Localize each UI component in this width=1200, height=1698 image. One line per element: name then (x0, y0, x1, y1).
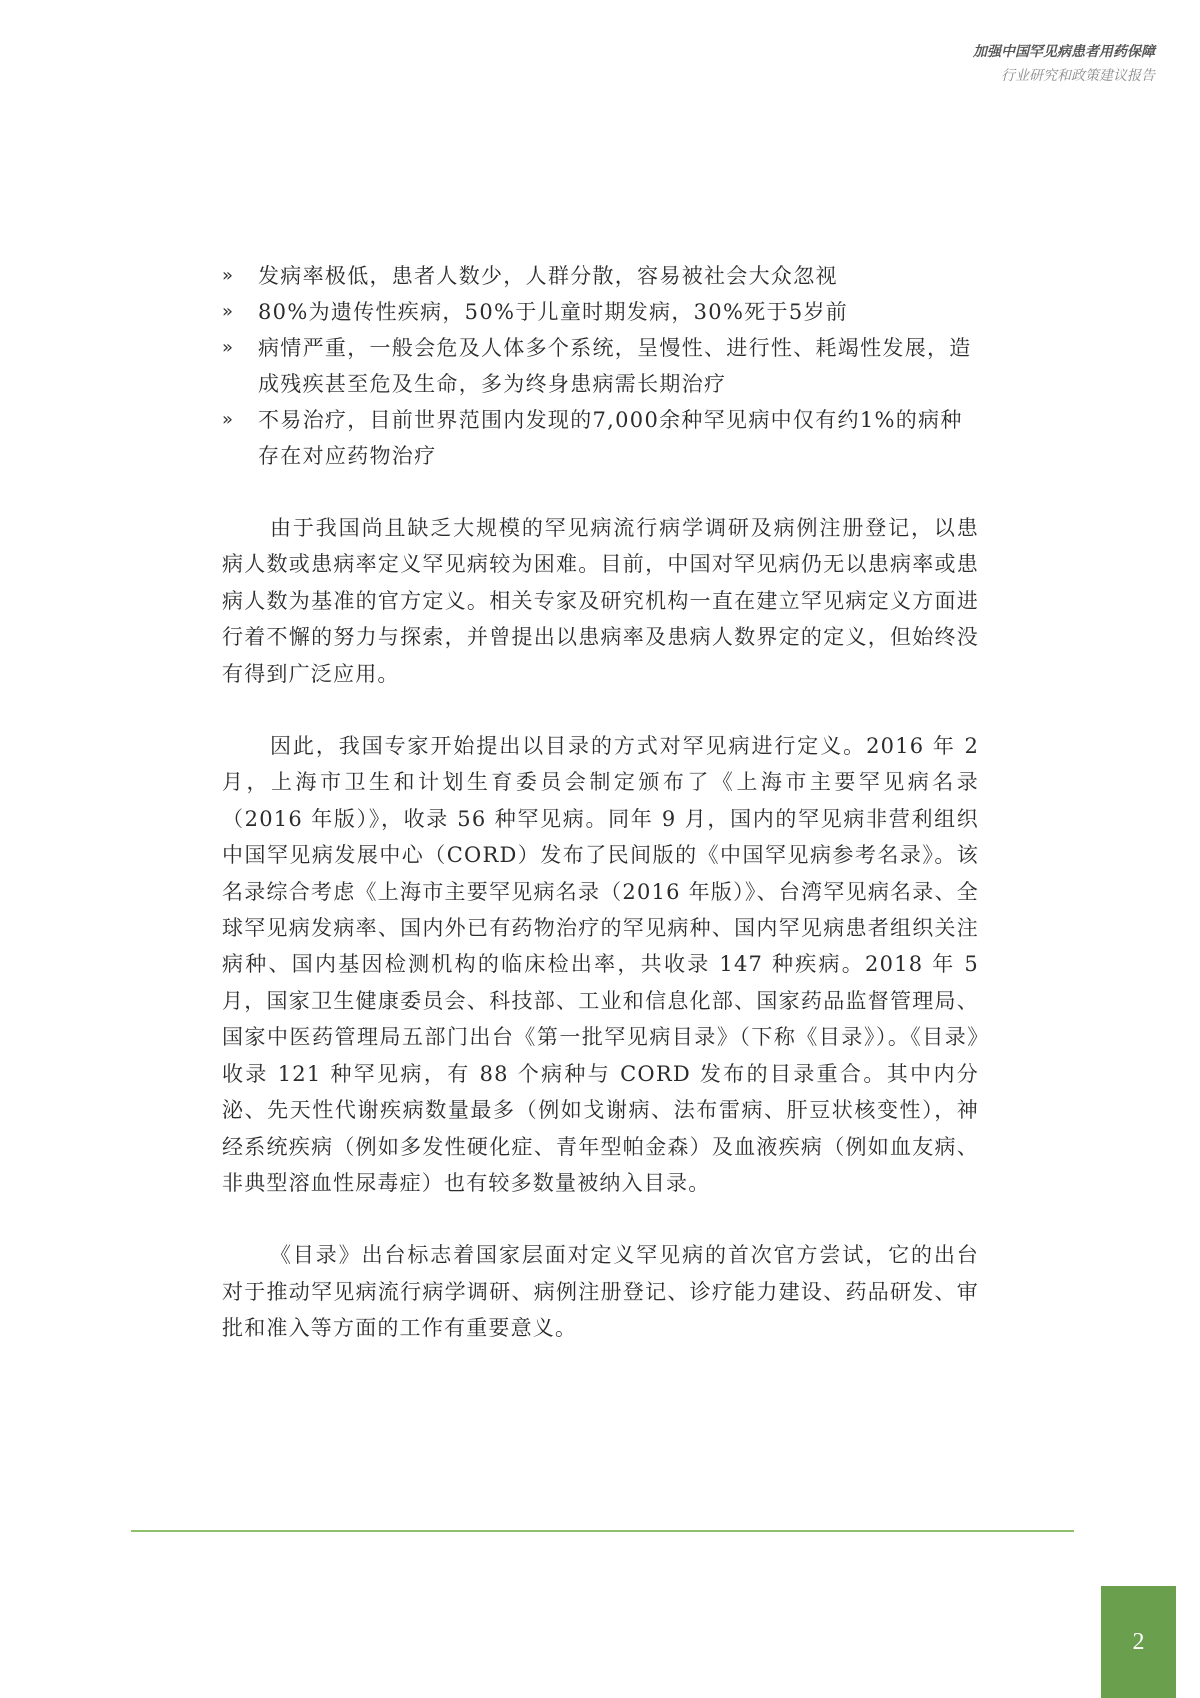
bullet-marker-icon: » (222, 265, 235, 286)
bullet-marker-icon: » (222, 337, 235, 358)
body-paragraph: 因此，我国专家开始提出以目录的方式对罕见病进行定义。2016 年 2 月，上海市卫生和计划生育委员会制定颁布了《上海市主要罕见病名录（2016 年版）》，收录 56 种罕见病。同年 9 月，国内的罕见病非营利组织中国罕见病发展中心（CORD）发布了民间版的《中国罕见病参考名录》。该名录综合考虑《上海市主要罕见病名录（2016 年版）》、台湾罕见病名录、全球罕见病发病率、国内外已有药物治疗的罕见病种、国内罕见病患者组织关注病种、国内基因检测机构的临床检出率，共收录 147 种疾病。2018 年 5 月，国家卫生健康委员会、科技部、工业和信息化部、国家药品监督管理局、国家中医药管理局五部门出台《第一批罕见病目录》（下称《目录》）。《目录》收录 121 种罕见病，有 88 个病种与 CORD 发布的目录重合。其中内分泌、先天性代谢疾病数量最多（例如戈谢病、法布雷病、肝豆状核变性），神经系统疾病（例如多发性硬化症、青年型帕金森）及血液疾病（例如血友病、非典型溶血性尿毒症）也有较多数量被纳入目录。 (222, 734, 979, 1195)
body-paragraph: 《目录》出台标志着国家层面对定义罕见病的首次官方尝试，它的出台对于推动罕见病流行病学调研、病例注册登记、诊疗能力建设、药品研发、审批和准入等方面的工作有重要意义。 (222, 1243, 979, 1341)
bullet-marker-icon: » (222, 301, 235, 322)
list-item-text: 发病率极低，患者人数少，人群分散，容易被社会大众忽视 (258, 264, 838, 288)
running-header (973, 40, 1155, 88)
page-number: 2 (1132, 1628, 1145, 1655)
report-subtitle: 行业研究和政策建议报告 (1001, 68, 1155, 84)
list-item (222, 330, 979, 402)
bullet-list (222, 258, 979, 474)
body-paragraph: 由于我国尚且缺乏大规模的罕见病流行病学调研及病例注册登记，以患病人数或患病率定义罕见病较为困难。目前，中国对罕见病仍无以患病率或患病人数为基准的官方定义。相关专家及研究机构一直在建立罕见病定义方面进行着不懈的努力与探索，并曾提出以患病率及患病人数界定的定义，但始终没有得到广泛应用。 (222, 516, 979, 686)
page-number-tab (1101, 1586, 1176, 1698)
footer-divider (131, 1530, 1074, 1532)
list-item (222, 294, 979, 330)
list-item-text: 病情严重，一般会危及人体多个系统，呈慢性、进行性、耗竭性发展，造成残疾甚至危及生命，多为终身患病需长期治疗 (258, 336, 972, 396)
report-title: 加强中国罕见病患者用药保障 (973, 44, 1155, 60)
list-item-text: 80%为遗传性疾病，50%于儿童时期发病，30%死于5岁前 (258, 300, 849, 324)
main-content (222, 258, 979, 1347)
list-item-text: 不易治疗，目前世界范围内发现的7,000余种罕见病中仅有约1%的病种存在对应药物治疗 (258, 408, 963, 468)
bullet-marker-icon: » (222, 409, 235, 430)
list-item (222, 258, 979, 294)
list-item (222, 402, 979, 474)
